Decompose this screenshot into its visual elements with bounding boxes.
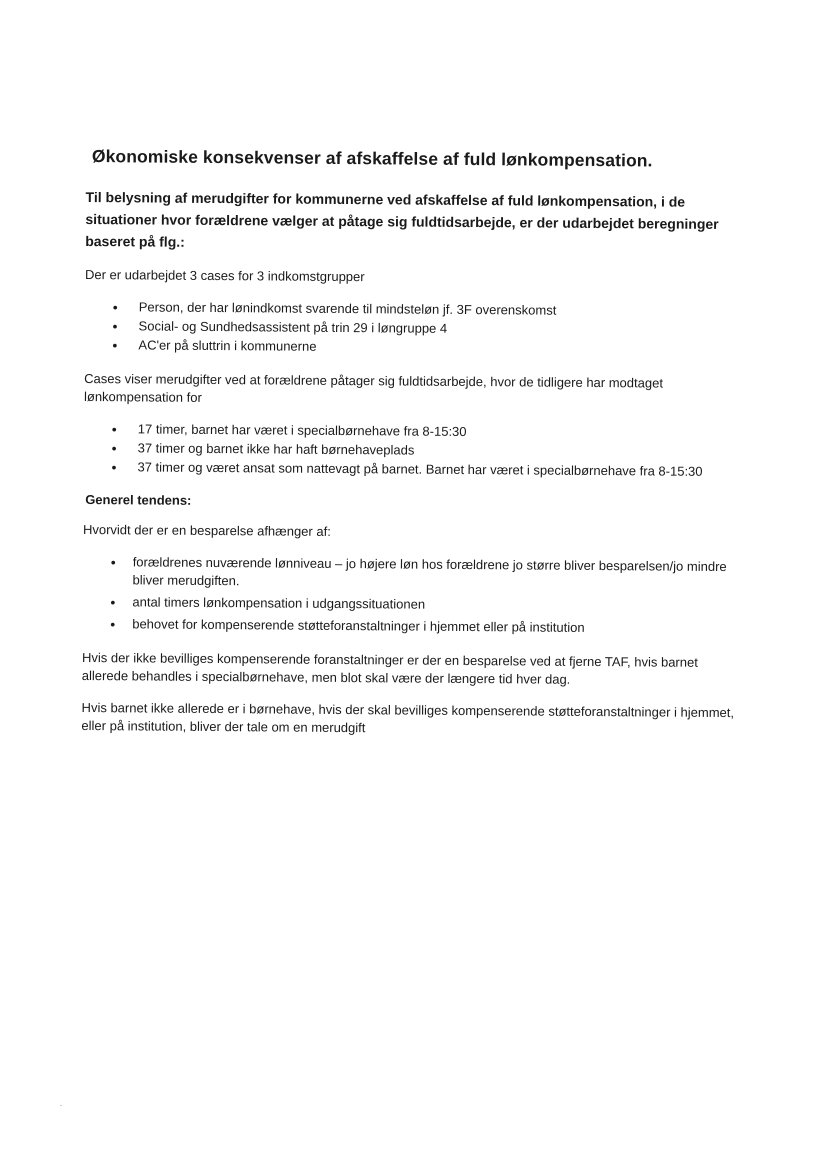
paragraph-2: Hvis barnet ikke allerede er i børnehave, hvis der skal bevilliges kompenserende støtteforanstaltninger i hjemmet, eller på institution, bliver der tale om en merudgift bbox=[81, 699, 735, 736]
document-title: Økonomiske konsekvenser af afskaffelse af fuld lønkompensation. bbox=[91, 146, 653, 171]
list-item: • 37 timer og været ansat som nattevagt på barnet. Barnet har været i specialbørnehave fra 8-15:30 bbox=[83, 458, 743, 481]
scan-speck bbox=[60, 1105, 62, 1106]
general-heading: Generel tendens: bbox=[85, 492, 192, 508]
document-content bbox=[81, 146, 746, 754]
income-groups-list bbox=[84, 298, 744, 359]
cases-list bbox=[83, 420, 743, 481]
list-item: • Person, der har lønindkomst svarende til mindsteløn jf. 3F overenskomst bbox=[85, 298, 745, 321]
list-item: • Social- og Sundhedsassistent på trin 29 i løngruppe 4 bbox=[85, 317, 745, 340]
list-item: • forældrenes nuværende lønniveau – jo højere løn hos forældrene jo større bliver besparelsen/jo mindre bliver merudgiften. bbox=[83, 553, 743, 594]
list-item: • antal timers lønkompensation i udgangssituationen bbox=[82, 593, 742, 616]
paragraph-1: Hvis der ikke bevilliges kompenserende foranstaltninger er der en besparelse ved at fjerne TAF, hvis barnet allerede behandles i specialbørnehave, men blot skal være der længere tid hver dag. bbox=[81, 649, 698, 687]
list-item: • behovet for kompenserende støtteforanstaltninger i hjemmet eller på institution bbox=[82, 615, 742, 638]
list-item: • AC'er på sluttrin i kommunerne bbox=[84, 336, 744, 359]
cases-intro: Der er udarbejdet 3 cases for 3 indkomstgrupper bbox=[84, 266, 365, 285]
intro-paragraph: Til belysning af merudgifter for kommunerne ved afskaffelse af fuld lønkompensation, i de situationer hvor forældrene vælger at påtage sig fuldtidsarbejde, er der udarbejdet beregninger baseret på flg.: bbox=[85, 188, 719, 250]
list-item: • 37 timer og barnet ikke har haft børnehaveplads bbox=[84, 439, 744, 462]
factors-list bbox=[82, 553, 743, 638]
list-item: • 17 timer, barnet har været i specialbørnehave fra 8-15:30 bbox=[84, 420, 744, 443]
savings-intro: Hvorvidt der er en besparelse afhænger af: bbox=[82, 521, 331, 539]
cases-text: Cases viser merudgifter ved at forældrene påtager sig fuldtidsarbejde, hvor de tidligere har modtaget lønkompensation for bbox=[83, 370, 664, 405]
